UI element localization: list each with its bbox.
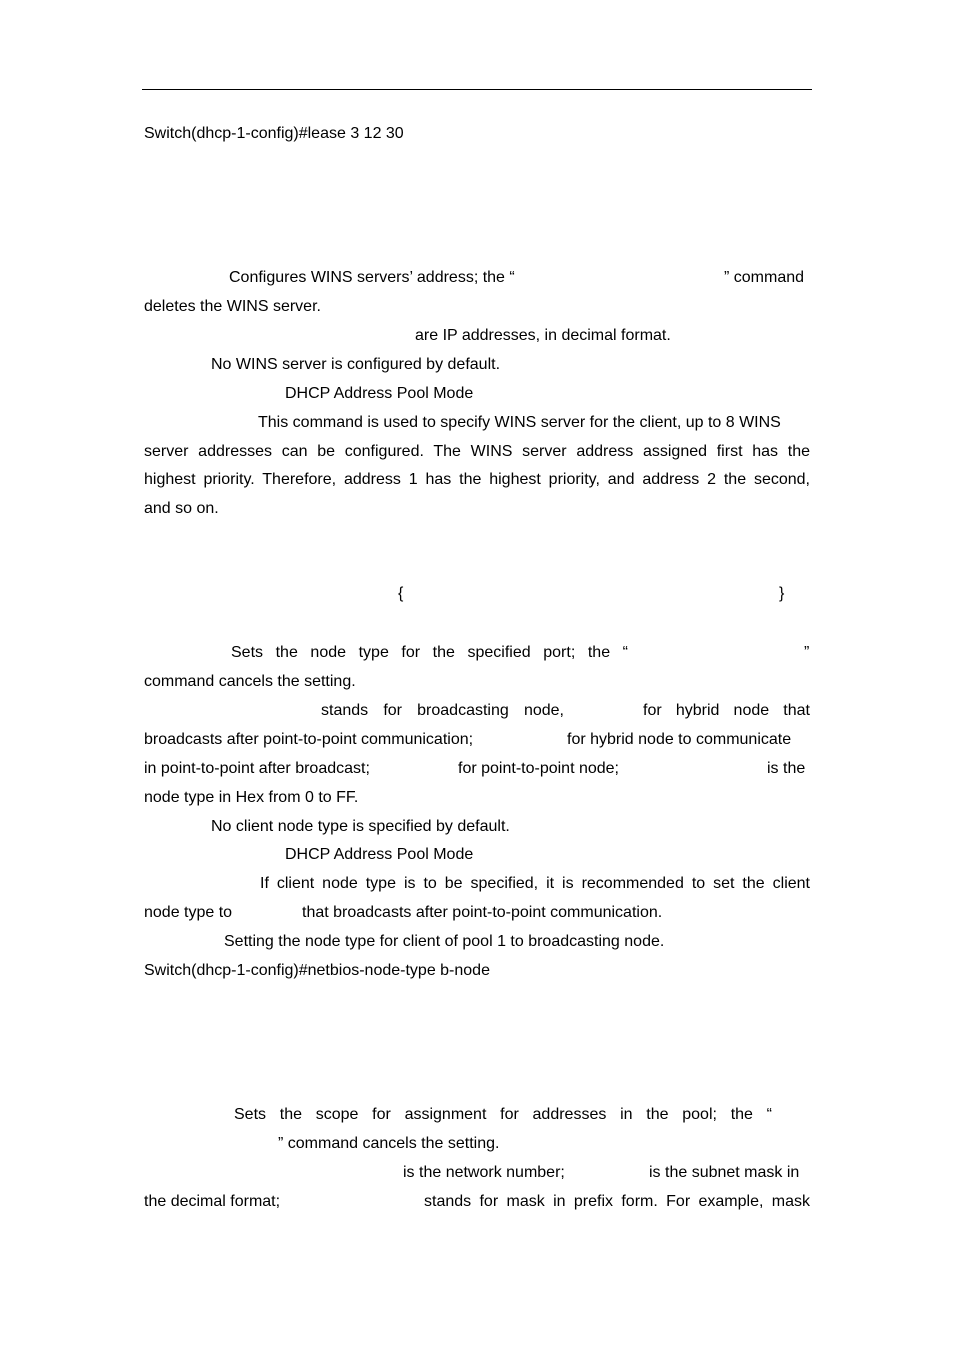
node-param-4: node type in Hex from 0 to FF. — [144, 789, 359, 806]
node-function-a: Sets the node type for the specified port; the “ — [231, 644, 628, 661]
network-function-a: Sets the scope for assignment for addresses in the pool; the “ — [234, 1106, 772, 1123]
network-param-2b: stands for mask in prefix form. For example, mask — [424, 1193, 810, 1210]
wins-mode: DHCP Address Pool Mode — [285, 385, 474, 402]
node-usage-2a: node type to — [144, 904, 233, 921]
network-param-1a: is the network number; — [403, 1164, 565, 1181]
wins-usage-2: server addresses can be configured. The WINS server address assigned first has the — [144, 443, 810, 460]
code-lease: Switch(dhcp-1-config)#lease 3 12 30 — [144, 125, 404, 142]
node-param-1b: for hybrid node that — [643, 702, 810, 719]
wins-function-c: deletes the WINS server. — [144, 298, 321, 315]
node-mode: DHCP Address Pool Mode — [285, 846, 474, 863]
network-param-1b: is the subnet mask in — [649, 1164, 800, 1181]
node-param-2b: for hybrid node to communicate — [567, 731, 792, 748]
node-function-c: command cancels the setting. — [144, 673, 356, 690]
wins-usage-1: This command is used to specify WINS server for the client, up to 8 WINS — [258, 414, 781, 431]
node-usage-2b: that broadcasts after point-to-point communication. — [302, 904, 663, 921]
node-param-2a: broadcasts after point-to-point communication; — [144, 731, 474, 748]
node-brace-open: { — [398, 585, 404, 602]
wins-parameter: are IP addresses, in decimal format. — [415, 327, 671, 344]
wins-function-a: Configures WINS servers’ address; the “ — [229, 269, 515, 286]
header-rule — [142, 89, 812, 90]
node-function-b: ” — [804, 644, 810, 661]
node-usage-1: If client node type is to be specified, it is recommended to set the client — [260, 875, 810, 892]
network-function-b: ” command cancels the setting. — [278, 1135, 500, 1152]
node-param-3b: for point-to-point node; — [458, 760, 619, 777]
node-example: Setting the node type for client of pool 1 to broadcasting node. — [224, 933, 665, 950]
wins-usage-3: highest priority. Therefore, address 1 has the highest priority, and address 2 the second, — [144, 471, 810, 488]
node-param-3c: is the — [767, 760, 806, 777]
node-param-3a: in point-to-point after broadcast; — [144, 760, 370, 777]
wins-function-b: ” command — [724, 269, 805, 286]
wins-usage-4: and so on. — [144, 500, 219, 517]
wins-default: No WINS server is configured by default. — [211, 356, 501, 373]
network-param-2a: the decimal format; — [144, 1193, 281, 1210]
node-default: No client node type is specified by default. — [211, 818, 510, 835]
node-param-1a: stands for broadcasting node, — [321, 702, 564, 719]
code-netbios-node-type: Switch(dhcp-1-config)#netbios-node-type b-node — [144, 962, 490, 979]
node-brace-close: } — [779, 585, 785, 602]
